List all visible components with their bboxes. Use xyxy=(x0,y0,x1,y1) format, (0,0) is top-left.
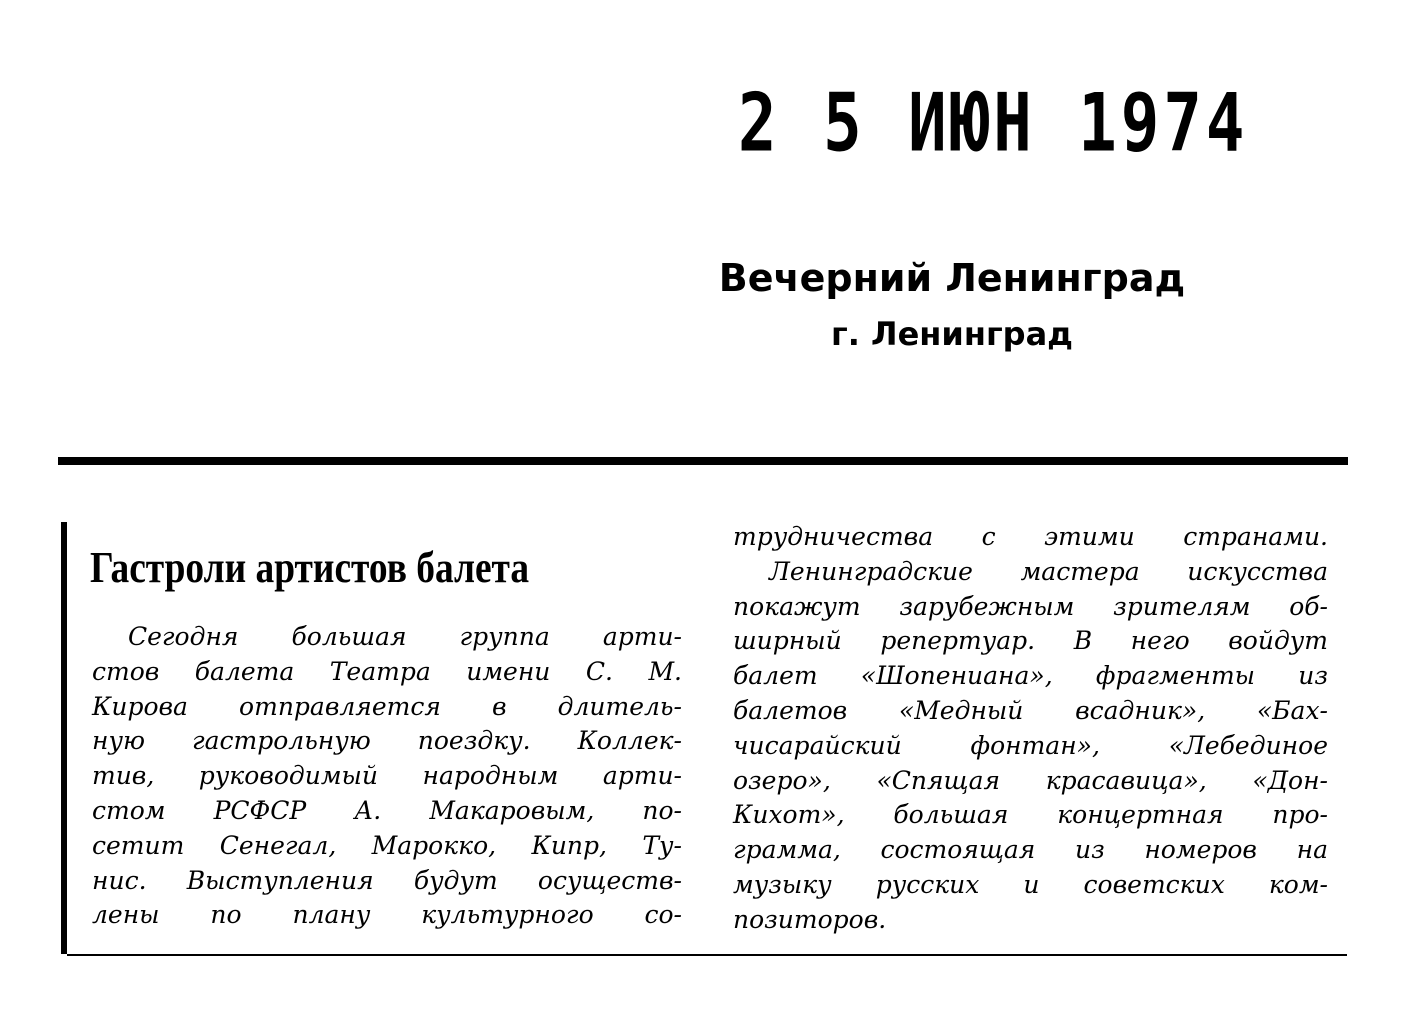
text-line: стов балета Театра имени С. М. xyxy=(92,656,682,686)
text-line: покажут зарубежным зрителям об- xyxy=(733,591,1328,621)
article-headline: Гастроли артистов балета xyxy=(90,543,530,592)
text-line: Сегодня большая группа арти- xyxy=(128,622,682,651)
text-line: сетит Сенегал, Марокко, Кипр, Ту- xyxy=(92,830,682,860)
text-line: грамма, состоящая из номеров на xyxy=(733,835,1328,865)
text-line: трудничества с этими странами. xyxy=(733,522,1328,551)
article-left-column xyxy=(92,620,682,933)
text-line: чисарайский фонтан», «Лебединое xyxy=(733,730,1328,760)
text-line: музыку русских и советских ком- xyxy=(733,869,1328,899)
text-line: Кирова отправляется в длитель- xyxy=(92,691,682,721)
bottom-rule xyxy=(67,954,1347,956)
left-rule xyxy=(61,522,67,954)
source-stamp xyxy=(712,250,1192,362)
text-line: ширный репертуар. В него войдут xyxy=(733,626,1328,656)
text-line: Кихот», большая концертная про- xyxy=(733,800,1328,830)
text-line: нис. Выступления будут осуществ- xyxy=(92,865,682,895)
text-line: балетов «Медный всадник», «Бах- xyxy=(733,695,1328,725)
text-line: стом РСФСР А. Макаровым, по- xyxy=(92,795,682,825)
date-stamp: 2 5 ИЮН 1974 xyxy=(738,78,1249,171)
article-right-column xyxy=(733,520,1328,938)
text-line: лены по плану культурного со- xyxy=(92,900,682,930)
newspaper-city: г. Ленинград xyxy=(831,315,1073,353)
text-line: позиторов. xyxy=(733,904,887,934)
text-line: ную гастрольную поездку. Коллек- xyxy=(92,726,682,756)
text-line: балет «Шопениана», фрагменты из xyxy=(733,661,1328,691)
text-line: озеро», «Спящая красавица», «Дон- xyxy=(733,765,1328,795)
text-line: тив, руководимый народным арти- xyxy=(92,761,682,791)
top-rule xyxy=(58,457,1348,465)
text-line: Ленинградские мастера искусства xyxy=(769,556,1328,586)
newspaper-name: Вечерний Ленинград xyxy=(718,256,1186,300)
